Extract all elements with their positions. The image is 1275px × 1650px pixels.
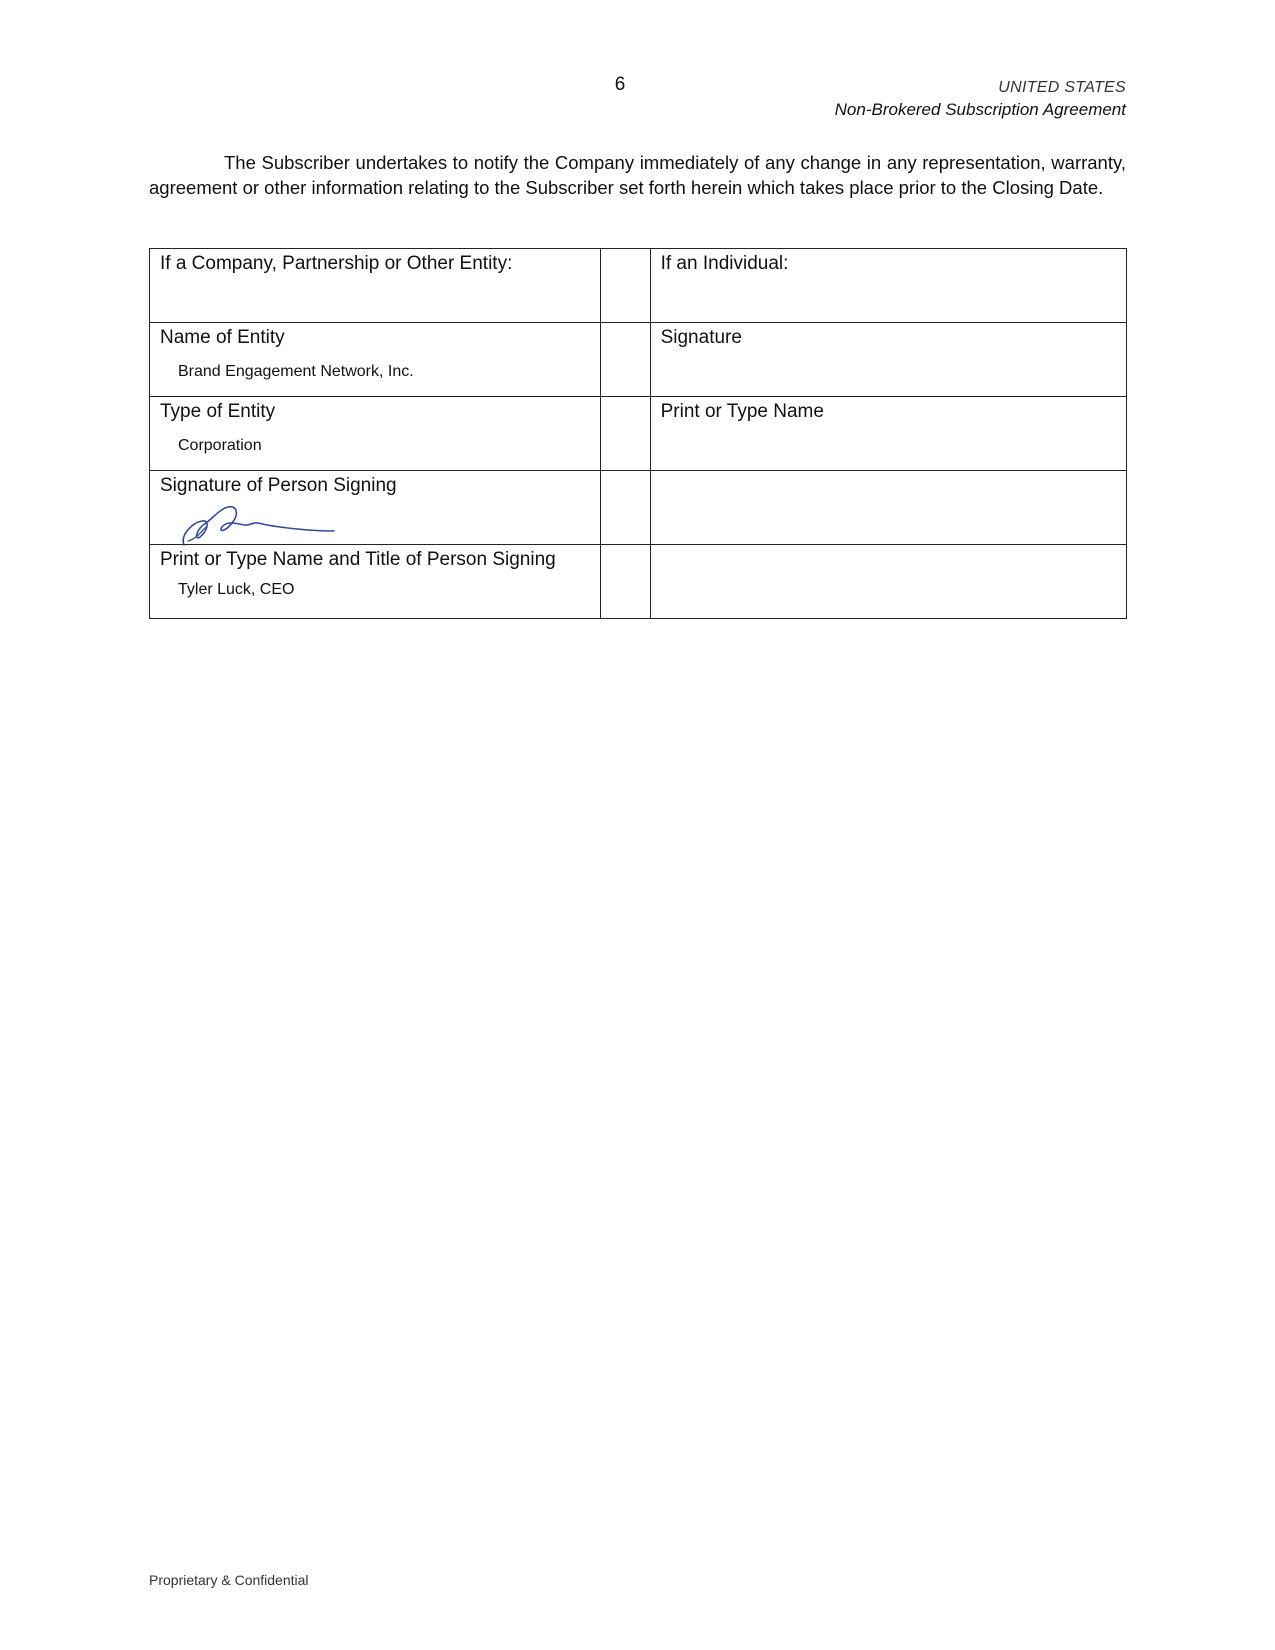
handwritten-signature — [178, 501, 338, 547]
page-number: 6 — [614, 74, 626, 95]
signer-name-title-cell[interactable] — [150, 545, 601, 619]
notification-paragraph: The Subscriber undertakes to notify the Company immediately of any change in any representation, warranty, agreement or other information relating to the Subscriber set forth herein which takes place prior to the Closing Date. — [149, 152, 1126, 198]
entity-name-cell[interactable] — [150, 323, 601, 397]
signer-signature-label: Signature of Person Signing — [160, 475, 397, 496]
table-row — [150, 323, 1127, 397]
entity-type-cell[interactable] — [150, 397, 601, 471]
signer-signature-cell[interactable] — [150, 471, 601, 545]
signer-name-title-label: Print or Type Name and Title of Person Signing — [160, 549, 556, 570]
individual-signature-cell[interactable] — [650, 323, 1126, 397]
entity-heading-cell — [150, 249, 601, 323]
individual-name-cell[interactable] — [650, 397, 1126, 471]
spacer-cell — [601, 249, 650, 323]
signer-name-title-value: Tyler Luck, CEO — [178, 581, 295, 598]
blank-cell — [650, 471, 1126, 545]
table-row — [150, 397, 1127, 471]
individual-heading-cell — [650, 249, 1126, 323]
spacer-cell — [601, 397, 650, 471]
footer-confidentiality: Proprietary & Confidential — [149, 1572, 309, 1588]
header-document-title: Non-Brokered Subscription Agreement — [834, 100, 1126, 119]
running-header — [835, 78, 1126, 122]
spacer-cell — [601, 545, 650, 619]
spacer-cell — [601, 471, 650, 545]
individual-name-label: Print or Type Name — [660, 401, 824, 422]
header-country: UNITED STATES — [998, 79, 1126, 96]
spacer-cell — [601, 323, 650, 397]
signature-table — [149, 248, 1127, 619]
entity-type-value: Corporation — [178, 437, 262, 454]
entity-name-value: Brand Engagement Network, Inc. — [178, 363, 414, 380]
table-row — [150, 249, 1127, 323]
table-row — [150, 545, 1127, 619]
individual-heading: If an Individual: — [660, 253, 789, 274]
entity-name-label: Name of Entity — [160, 327, 285, 348]
blank-cell — [650, 545, 1126, 619]
entity-type-label: Type of Entity — [160, 401, 276, 422]
entity-heading: If a Company, Partnership or Other Entity: — [160, 253, 513, 274]
individual-signature-label: Signature — [660, 327, 742, 348]
table-row — [150, 471, 1127, 545]
